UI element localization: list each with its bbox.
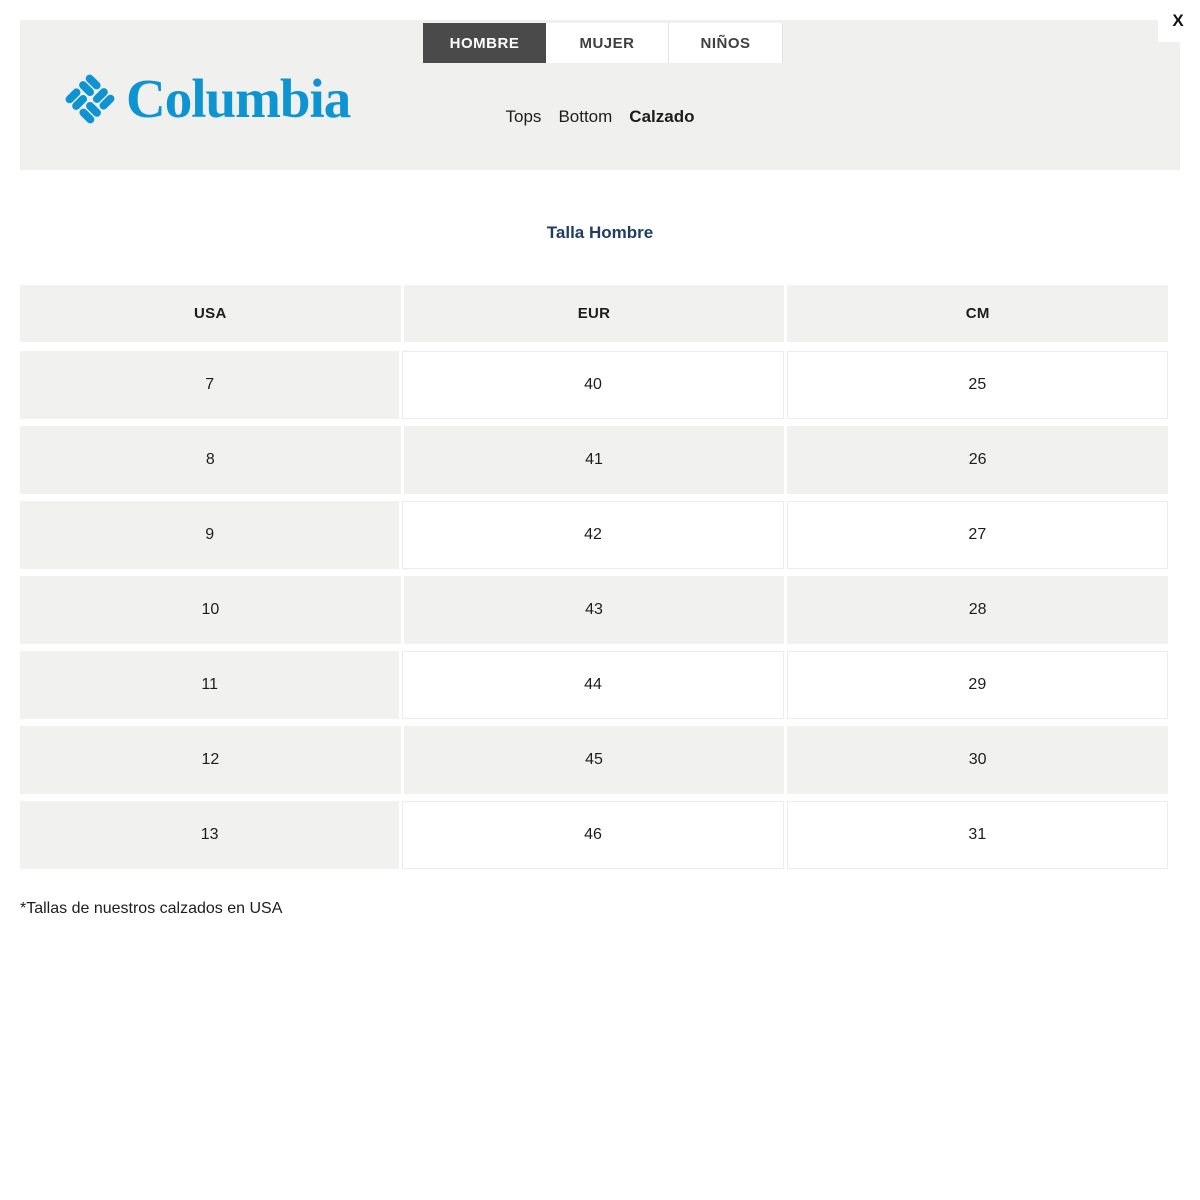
cell-eur: 43 <box>404 576 785 644</box>
cell-eur: 41 <box>404 426 785 494</box>
cell-usa: 8 <box>20 426 401 494</box>
tab-hombre[interactable]: HOMBRE <box>423 23 546 63</box>
cell-cm: 30 <box>787 726 1168 794</box>
footnote: *Tallas de nuestros calzados en USA <box>20 900 283 917</box>
tab-mujer[interactable]: MUJER <box>546 23 669 63</box>
cell-cm: 26 <box>787 426 1168 494</box>
cell-cm: 25 <box>787 351 1168 419</box>
cell-eur: 42 <box>402 501 783 569</box>
tab-ninos[interactable]: NIÑOS <box>669 23 783 63</box>
table-row <box>20 801 1168 869</box>
table-row <box>20 726 1168 794</box>
nav-bottom[interactable]: Bottom <box>558 107 613 126</box>
size-table <box>20 285 1168 876</box>
cell-usa: 9 <box>20 501 399 569</box>
cell-usa: 7 <box>20 351 399 419</box>
category-nav <box>400 107 800 127</box>
columbia-wordmark: Columbia <box>126 68 351 129</box>
cell-cm: 31 <box>787 801 1168 869</box>
cell-eur: 45 <box>404 726 785 794</box>
columbia-diamond-icon <box>62 61 118 137</box>
column-header-cm: CM <box>787 285 1168 342</box>
cell-eur: 46 <box>402 801 783 869</box>
table-row <box>20 576 1168 644</box>
cell-cm: 29 <box>787 651 1168 719</box>
size-chart-title: Talla Hombre <box>546 223 654 242</box>
column-header-eur: EUR <box>404 285 785 342</box>
columbia-logo <box>62 60 350 138</box>
table-row <box>20 501 1168 569</box>
cell-usa: 13 <box>20 801 399 869</box>
cell-usa: 10 <box>20 576 401 644</box>
cell-usa: 11 <box>20 651 399 719</box>
table-row <box>20 351 1168 419</box>
column-header-usa: USA <box>20 285 401 342</box>
cell-usa: 12 <box>20 726 401 794</box>
table-row <box>20 426 1168 494</box>
table-row <box>20 651 1168 719</box>
cell-eur: 44 <box>402 651 783 719</box>
nav-calzado[interactable]: Calzado <box>629 107 695 126</box>
cell-cm: 28 <box>787 576 1168 644</box>
cell-cm: 27 <box>787 501 1168 569</box>
nav-tops[interactable]: Tops <box>505 107 542 126</box>
close-button[interactable]: X <box>1166 9 1190 33</box>
table-header-row <box>20 285 1168 342</box>
cell-eur: 40 <box>402 351 783 419</box>
gender-tabs <box>423 23 783 63</box>
